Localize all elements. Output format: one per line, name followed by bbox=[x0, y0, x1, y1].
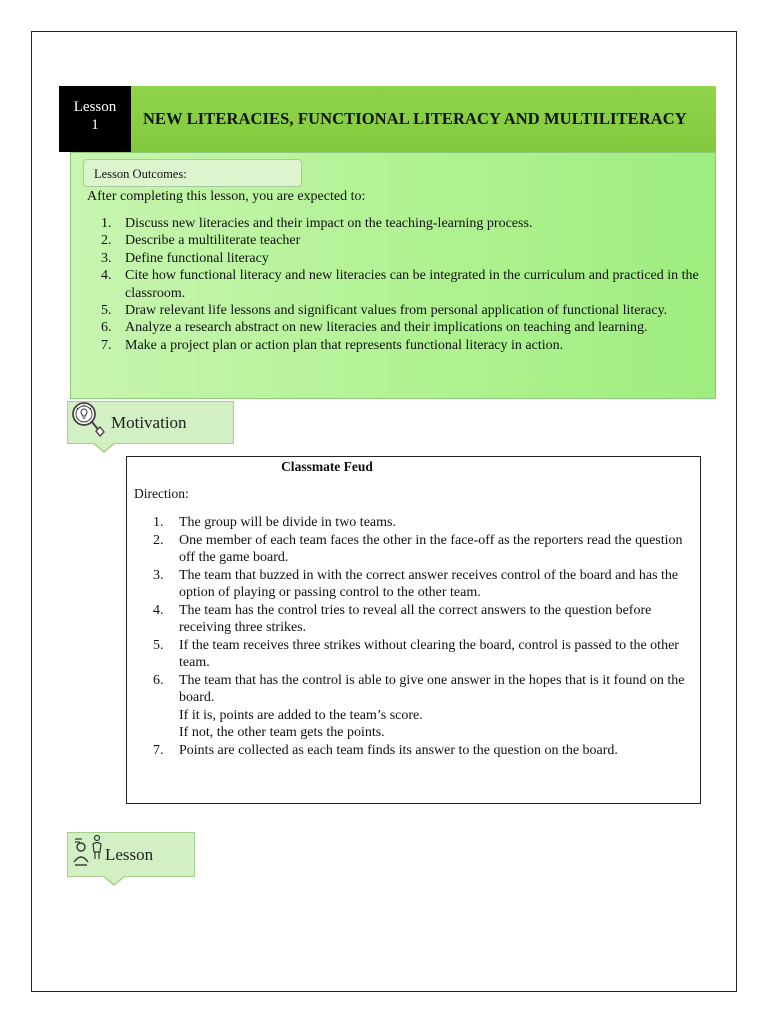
outcome-item bbox=[101, 337, 711, 354]
feud-item bbox=[153, 742, 693, 759]
feud-item-number: 3. bbox=[153, 567, 164, 583]
feud-item-text: The team that has the control is able to give one answer in the hopes that is it found on the board. bbox=[179, 673, 685, 706]
feud-item bbox=[153, 637, 693, 672]
feud-item bbox=[153, 602, 693, 637]
outcome-text: Describe a multiliterate teacher bbox=[125, 233, 301, 249]
outcome-text: Draw relevant life lessons and significant values from personal application of functional literacy. bbox=[125, 303, 668, 319]
feud-item-body bbox=[179, 672, 693, 741]
feud-item bbox=[153, 567, 693, 602]
lesson-tag-number: 1 bbox=[91, 117, 99, 133]
feud-item-text: If the team receives three strikes without clearing the board, control is passed to the other team. bbox=[179, 638, 679, 671]
feud-item-subline: If not, the other team gets the points. bbox=[179, 725, 385, 741]
lesson-outcomes-intro: After completing this lesson, you are expected to: bbox=[87, 189, 366, 204]
feud-item-text: Points are collected as each team finds its answer to the question on the board. bbox=[179, 742, 618, 758]
lesson-title: NEW LITERACIES, FUNCTIONAL LITERACY AND MULTILITERACY bbox=[143, 109, 687, 128]
lesson-number-tag bbox=[59, 86, 131, 152]
feud-item-number: 4. bbox=[153, 602, 164, 618]
feud-item bbox=[153, 672, 693, 741]
feud-title: Classmate Feud bbox=[281, 459, 373, 474]
feud-item bbox=[153, 514, 693, 531]
outcome-text: Discuss new literacies and their impact on the teaching-learning process. bbox=[125, 216, 533, 231]
outcome-item bbox=[101, 215, 711, 232]
outcome-item bbox=[101, 232, 711, 249]
lesson-title-bar bbox=[131, 86, 716, 152]
lightbulb-magnifier-icon bbox=[70, 399, 110, 446]
outcome-number: 1. bbox=[101, 216, 112, 231]
teacher-learner-icon bbox=[71, 832, 105, 877]
outcome-number: 2. bbox=[101, 233, 112, 249]
feud-item-number: 5. bbox=[153, 638, 164, 654]
feud-item-number: 6. bbox=[153, 673, 164, 689]
outcome-item bbox=[101, 302, 711, 319]
lesson-outcomes-label: Lesson Outcomes: bbox=[83, 159, 302, 187]
feud-item-text: One member of each team faces the other in the face-off as the reporters read the question off the game board. bbox=[179, 532, 683, 566]
feud-item-number: 1. bbox=[153, 515, 164, 530]
outcome-text: Make a project plan or action plan that represents functional literacy in action. bbox=[125, 337, 564, 353]
outcome-item bbox=[101, 267, 711, 302]
lesson-section-tab bbox=[67, 832, 195, 877]
feud-item-number: 2. bbox=[153, 532, 164, 548]
outcome-number: 5. bbox=[101, 303, 112, 319]
outcome-number: 6. bbox=[101, 320, 112, 336]
tab-pointer-fill bbox=[103, 875, 125, 884]
lesson-outcomes-panel bbox=[70, 152, 716, 399]
feud-direction: Direction: bbox=[134, 486, 189, 501]
feud-item-text: The group will be divide in two teams. bbox=[179, 515, 396, 530]
feud-item-number: 7. bbox=[153, 742, 164, 758]
feud-item-text: The team has the control tries to reveal all the correct answers to the question before receiving three strikes. bbox=[179, 602, 652, 636]
outcome-number: 7. bbox=[101, 337, 112, 353]
feud-item bbox=[153, 532, 693, 567]
feud-item-subline: If it is, points are added to the team’s score. bbox=[179, 707, 423, 723]
outcome-text: Define functional literacy bbox=[125, 250, 269, 266]
motivation-label: Motivation bbox=[111, 412, 187, 432]
outcome-item bbox=[101, 319, 711, 336]
classmate-feud-box bbox=[126, 456, 701, 804]
motivation-section-tab bbox=[67, 401, 234, 444]
lesson-tag-word: Lesson bbox=[73, 99, 117, 115]
tab-pointer-fill bbox=[93, 442, 115, 451]
lesson-outcomes-list bbox=[101, 215, 711, 354]
feud-instructions-list bbox=[153, 514, 693, 760]
outcome-text: Analyze a research abstract on new literacies and their implications on teaching and learning. bbox=[125, 320, 648, 336]
outcome-number: 3. bbox=[101, 250, 112, 266]
outcome-number: 4. bbox=[101, 268, 112, 284]
outcome-text: Cite how functional literacy and new literacies can be integrated in the curriculum and practiced in the classroom. bbox=[125, 268, 699, 301]
lesson-section-label: Lesson bbox=[105, 844, 154, 864]
outcome-item bbox=[101, 250, 711, 267]
feud-item-text: The team that buzzed in with the correct answer receives control of the board and has the option of playing or passing control to the other team. bbox=[179, 567, 679, 601]
